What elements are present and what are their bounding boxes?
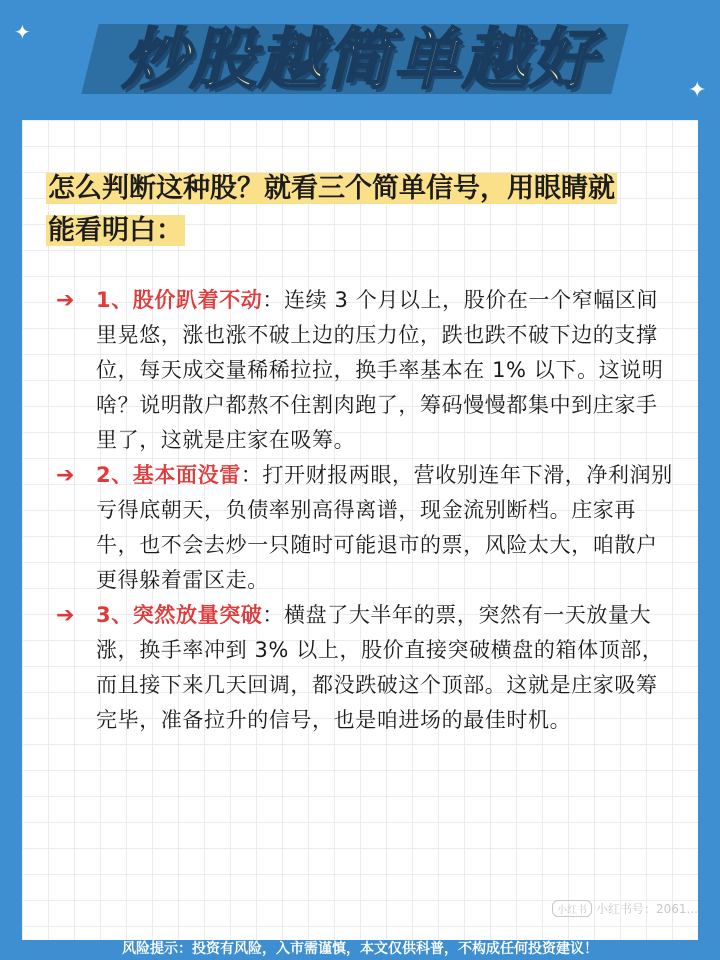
item-title: 2、基本面没雷 [96, 463, 241, 487]
watermark-text: 小红书号：2061... [596, 902, 698, 916]
arrow-right-icon: ➔ [56, 288, 75, 313]
title-banner [0, 8, 720, 120]
item-body: ：打开财报两眼，营收别连年下滑，净利润别亏得底朝天，负债率别高得离谱，现金流别断档。庄家再牛，也不会去炒一只随时可能退市的票，风险太大，咱散户更得躲着雷区走。 [96, 463, 673, 592]
risk-disclaimer: 风险提示：投资有风险，入市需谨慎，本文仅供科普，不构成任何投资建议！ [122, 941, 598, 957]
watermark [552, 900, 698, 917]
intro-line-2: 能看明白： [48, 215, 183, 246]
item-title: 1、股价趴着不动 [96, 288, 263, 312]
list-item [56, 598, 676, 738]
sparkle-icon: ✦ [688, 78, 707, 103]
arrow-right-icon: ➔ [56, 463, 75, 488]
item-text [96, 598, 676, 738]
intro-text [46, 168, 686, 252]
list-item [56, 458, 676, 598]
watermark-logo: 小红书 [552, 900, 592, 917]
page-title: 炒股越简单越好 [122, 21, 598, 98]
item-text [96, 283, 676, 458]
item-title: 3、突然放量突破 [96, 603, 263, 627]
sparkle-icon: ✦ [14, 20, 31, 44]
item-body: ：连续 3 个月以上，股价在一个窄幅区间里晃悠，涨也涨不破上边的压力位，跌也跌不破下边的支撑位，每天成交量稀稀拉拉，换手率基本在 1% 以下。这说明啥？说明散户都熬不住割肉跑了，筹码慢慢都集中到庄家手里了，这就是庄家在吸筹。 [96, 288, 664, 452]
intro-line-1: 怎么判断这种股？就看三个简单信号，用眼睛就 [48, 173, 615, 204]
list-item [56, 283, 676, 458]
arrow-right-icon: ➔ [56, 603, 75, 628]
signal-list [56, 283, 676, 738]
item-text [96, 458, 676, 598]
item-body: ：横盘了大半年的票，突然有一天放量大涨，换手率冲到 3% 以上，股价直接突破横盘的箱体顶部，而且接下来几天回调，都没跌破这个顶部。这就是庄家吸筹完毕，准备拉升的信号，也是咱进场的最佳时机。 [96, 603, 664, 732]
